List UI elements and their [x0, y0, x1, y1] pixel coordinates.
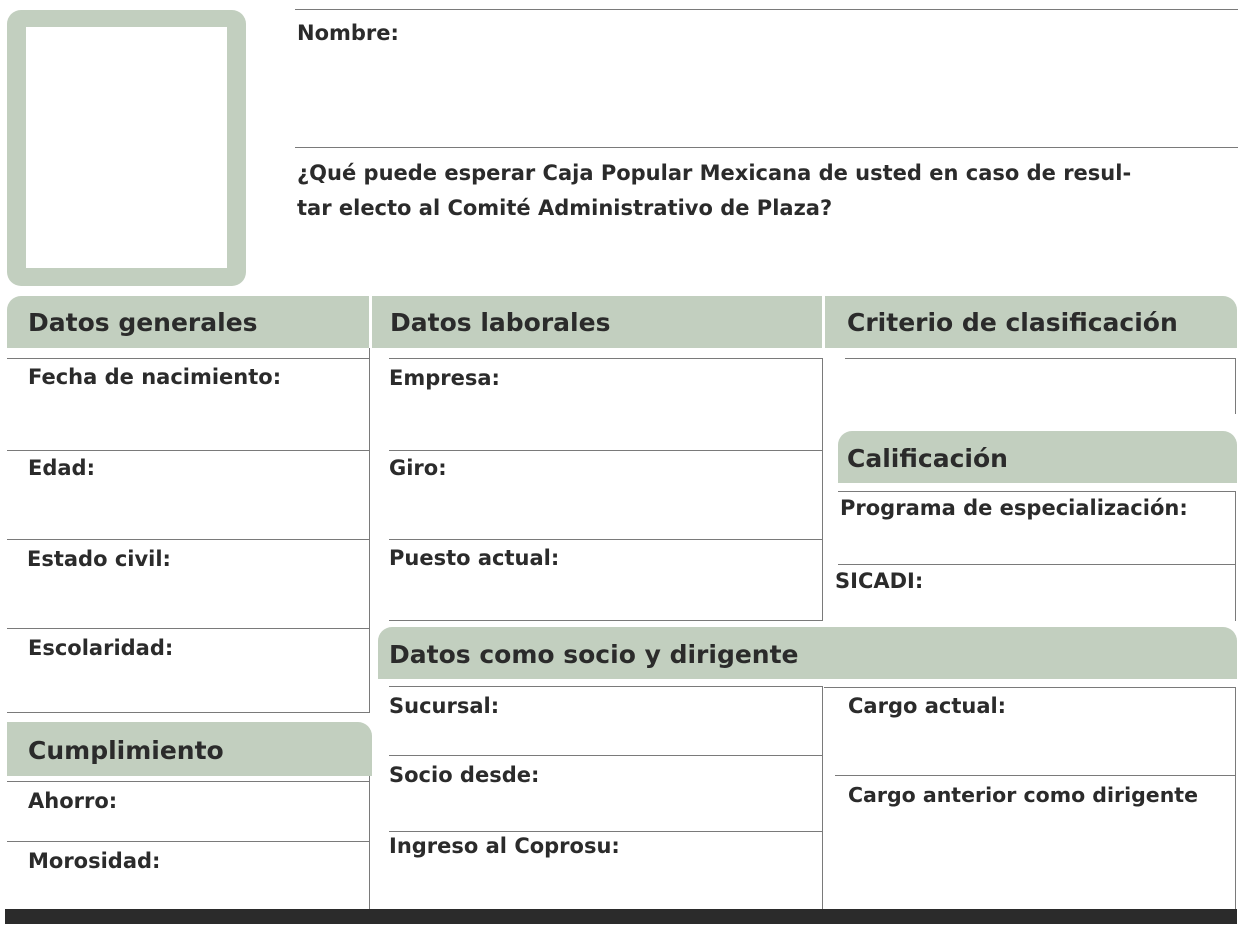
divider — [822, 686, 823, 909]
row-rule — [838, 564, 1235, 565]
row-rule — [7, 450, 369, 451]
field-label-programa-especializacion: Programa de especialización: — [840, 496, 1188, 520]
photo-frame — [7, 10, 246, 286]
section-header-datos-laborales: Datos laborales — [372, 296, 822, 348]
field-label-edad: Edad: — [28, 456, 95, 480]
row-rule — [7, 358, 369, 359]
section-header-cumplimiento: Cumplimiento — [7, 722, 372, 776]
section-header-socio-dirigente: Datos como socio y dirigente — [378, 627, 1237, 679]
question-text — [297, 156, 1237, 226]
field-label-escolaridad: Escolaridad: — [28, 636, 174, 660]
field-label-socio-desde: Socio desde: — [389, 763, 540, 787]
row-rule — [7, 539, 369, 540]
divider — [369, 776, 370, 909]
field-label-cargo-actual: Cargo actual: — [848, 694, 1007, 718]
row-rule — [7, 628, 369, 629]
row-rule — [389, 539, 822, 540]
section-header-datos-generales: Datos generales — [7, 296, 369, 348]
row-rule — [7, 841, 369, 842]
row-rule — [389, 755, 822, 756]
criterio-field[interactable] — [846, 360, 1234, 412]
field-label-fecha-nacimiento: Fecha de nacimiento: — [28, 365, 282, 389]
row-rule — [389, 831, 822, 832]
section-header-calificacion: Calificación — [838, 431, 1237, 483]
name-label: Nombre: — [297, 21, 399, 45]
question-line-2: tar electo al Comité Administrativo de Plaza? — [297, 196, 833, 220]
field-label-ahorro: Ahorro: — [28, 789, 118, 813]
field-label-estado-civil: Estado civil: — [27, 547, 171, 571]
field-label-cargo-anterior: Cargo anterior como dirigente — [848, 783, 1199, 807]
divider — [822, 358, 823, 621]
field-label-sicadi: SICADI: — [835, 569, 924, 593]
row-rule — [389, 686, 822, 687]
bottom-bar — [5, 909, 1237, 924]
row-rule — [7, 781, 369, 782]
field-label-giro: Giro: — [389, 456, 447, 480]
row-rule — [7, 712, 369, 713]
name-rule — [295, 147, 1238, 148]
row-rule — [824, 687, 1235, 688]
divider — [1235, 491, 1236, 621]
row-rule — [389, 620, 822, 621]
name-field[interactable] — [295, 42, 1235, 142]
field-label-puesto-actual: Puesto actual: — [389, 546, 560, 570]
divider — [1235, 687, 1236, 909]
row-rule — [835, 775, 1235, 776]
top-rule — [295, 9, 1238, 10]
field-label-morosidad: Morosidad: — [28, 849, 161, 873]
question-line-1: ¿Qué puede esperar Caja Popular Mexicana de usted en caso de resul- — [297, 161, 1132, 185]
row-rule — [845, 358, 1235, 359]
field-label-sucursal: Sucursal: — [389, 694, 500, 718]
section-header-criterio: Criterio de clasificación — [825, 296, 1237, 348]
photo-placeholder[interactable] — [26, 27, 227, 268]
row-rule — [389, 358, 822, 359]
field-label-empresa: Empresa: — [389, 366, 500, 390]
field-label-ingreso-coprosu: Ingreso al Coprosu: — [389, 834, 620, 858]
row-rule — [389, 450, 822, 451]
divider — [1235, 358, 1236, 414]
row-rule — [838, 491, 1235, 492]
divider — [369, 348, 370, 713]
